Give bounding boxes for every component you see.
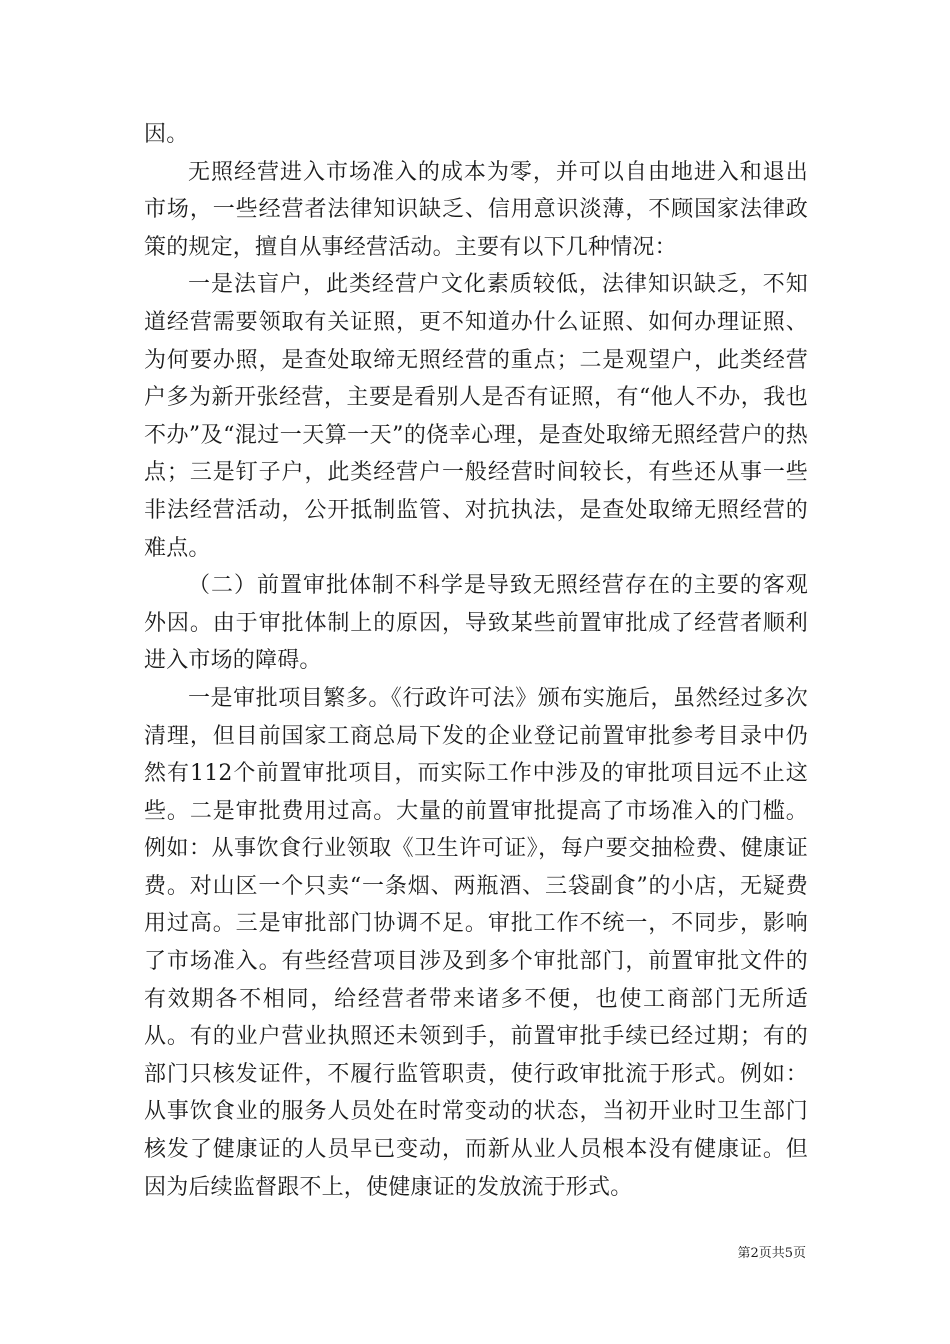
paragraph-continuation: 因。 bbox=[144, 122, 189, 147]
paragraph-approval-system: （二）前置审批体制不科学是导致无照经营存在的主要的客观外因。由于审批体制上的原因，导致某些前置审批成了经营者顺利进入市场的障碍。 bbox=[144, 573, 808, 674]
paragraph-operator-types: 一是法盲户，此类经营户文化素质较低，法律知识缺乏，不知道经营需要领取有关证照，更不知道办什么证照、如何办理证照、为何要办照，是查处取缔无照经营的重点；二是观望户，此类经营户多为新开张经营，主要是看别人是否有证照，有“他人不办，我也不办”及“混过一天算一天”的侥幸心理，是查处取缔无照经营户的热点；三是钉子户，此类经营户一般经营时间较长，有些还从事一些非法经营活动，公开抵制监管、对抗执法，是查处取缔无照经营的难点。 bbox=[144, 272, 808, 561]
paragraph-approval-issues: 一是审批项目繁多。《行政许可法》颁布实施后，虽然经过多次清理，但目前国家工商总局下发的企业登记前置审批参考目录中仍然有112个前置审批项目，而实际工作中涉及的审批项目远不止这些。二是审批费用过高。大量的前置审批提高了市场准入的门槛。例如：从事饮食行业领取《卫生许可证》，每户要交抽检费、健康证费。对山区一个只卖“一条烟、两瓶酒、三袋副食”的小店，无疑费用过高。三是审批部门协调不足。审批工作不统一，不同步，影响了市场准入。有些经营项目涉及到多个审批部门，前置审批文件的有效期各不相同，给经营者带来诸多不便，也使工商部门无所适从。有的业户营业执照还未领到手，前置审批手续已经过期；有的部门只核发证件，不履行监管职责，使行政审批流于形式。例如：从事饮食业的服务人员处在时常变动的状态，当初开业时卫生部门核发了健康证的人员早已变动，而新从业人员根本没有健康证。但因为后续监督跟不上，使健康证的发放流于形式。 bbox=[144, 685, 808, 1200]
page-number-footer: 第2页共5页 bbox=[737, 1246, 806, 1261]
paragraph-unlicensed-cost: 无照经营进入市场准入的成本为零，并可以自由地进入和退出市场，一些经营者法律知识缺乏、信用意识淡薄，不顾国家法律政策的规定，擅自从事经营活动。主要有以下几种情况： bbox=[144, 159, 808, 260]
document-body bbox=[144, 116, 808, 1206]
